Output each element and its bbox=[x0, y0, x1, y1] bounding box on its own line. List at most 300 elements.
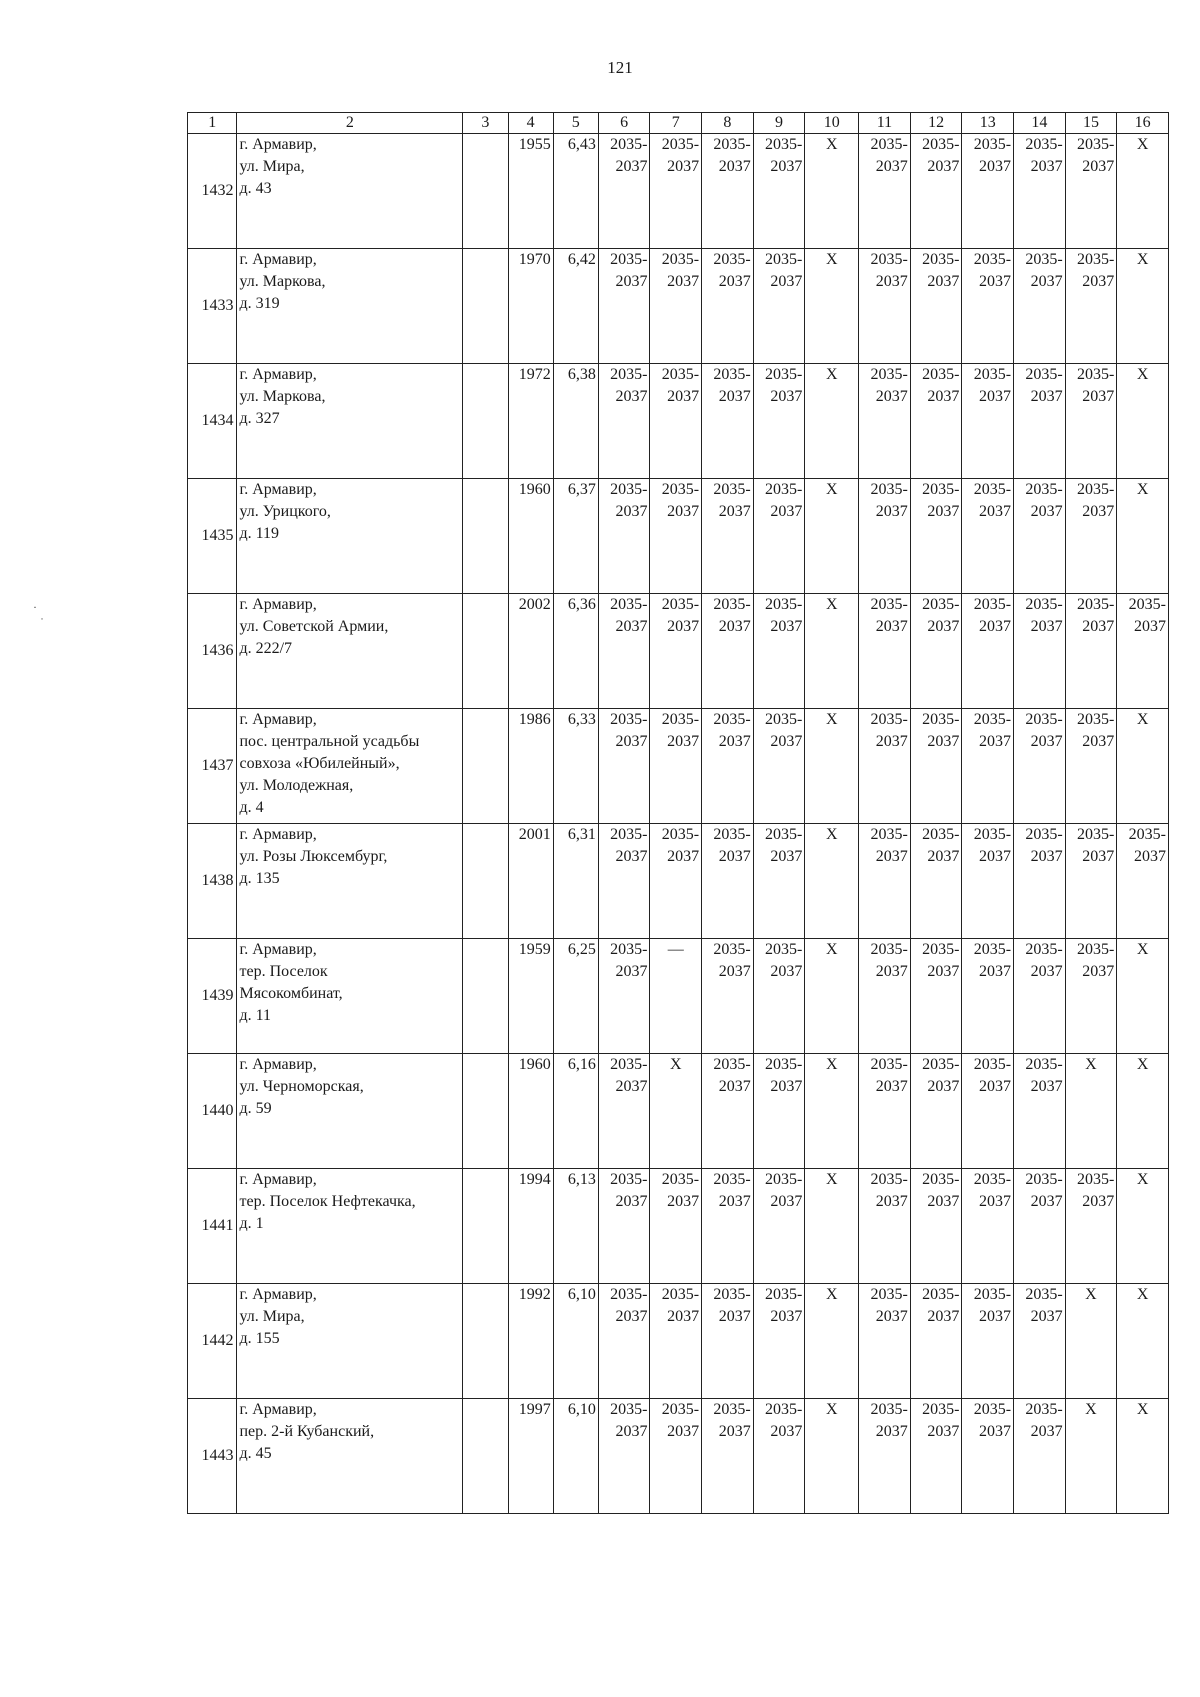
period-cell bbox=[962, 134, 1014, 249]
period-end: 2037 bbox=[1082, 503, 1115, 520]
table-row bbox=[188, 824, 1169, 939]
period-cell bbox=[962, 939, 1014, 1054]
year-cell: 1970 bbox=[508, 249, 553, 364]
period-start: 2035- bbox=[661, 481, 700, 498]
period-end: 2037 bbox=[875, 1423, 908, 1440]
table-row bbox=[188, 1284, 1169, 1399]
period-cell bbox=[859, 824, 911, 939]
period-cell bbox=[1065, 134, 1117, 249]
period-cell bbox=[650, 249, 702, 364]
year-cell: 2001 bbox=[508, 824, 553, 939]
period-end: 2037 bbox=[1030, 1193, 1063, 1210]
period-cell bbox=[910, 939, 962, 1054]
table-row bbox=[188, 1054, 1169, 1169]
period-cell bbox=[859, 364, 911, 479]
period-start: 2035- bbox=[1025, 136, 1063, 153]
period-cell bbox=[650, 824, 702, 939]
period-cell bbox=[702, 364, 754, 479]
period-end: 2037 bbox=[979, 848, 1012, 865]
period-cell bbox=[702, 939, 754, 1054]
period-cell bbox=[702, 249, 754, 364]
column-header: 6 bbox=[598, 113, 650, 134]
column-header: 14 bbox=[1014, 113, 1066, 134]
period-start: 2035- bbox=[661, 711, 700, 728]
period-start: 2035- bbox=[610, 481, 648, 498]
period-end: 2037 bbox=[615, 848, 648, 865]
period-cell bbox=[859, 1284, 911, 1399]
page-number: 121 bbox=[607, 58, 633, 77]
period-start: 2035- bbox=[922, 1286, 960, 1303]
period-end: 2037 bbox=[979, 733, 1012, 750]
column-3-cell bbox=[463, 824, 508, 939]
period-start: 2035- bbox=[765, 251, 803, 268]
period-start: 2035- bbox=[973, 596, 1012, 613]
period-cell bbox=[962, 249, 1014, 364]
column-3-cell bbox=[463, 249, 508, 364]
period-end: 2037 bbox=[718, 158, 751, 175]
period-cell bbox=[1014, 1399, 1066, 1514]
period-end: 2037 bbox=[615, 1193, 648, 1210]
period-cell bbox=[702, 594, 754, 709]
period-cell bbox=[650, 134, 702, 249]
period-cell bbox=[598, 1169, 650, 1284]
value-cell: 6,16 bbox=[553, 1054, 598, 1169]
period-cell bbox=[859, 594, 911, 709]
period-start: 2035- bbox=[973, 941, 1012, 958]
year-cell: 1997 bbox=[508, 1399, 553, 1514]
period-end: 2037 bbox=[615, 1308, 648, 1325]
period-cell: Х bbox=[650, 1054, 702, 1169]
period-end: 2037 bbox=[1030, 963, 1063, 980]
period-end: 2037 bbox=[979, 963, 1012, 980]
period-cell bbox=[598, 709, 650, 824]
period-start: 2035- bbox=[713, 481, 751, 498]
period-end: 2037 bbox=[875, 1078, 908, 1095]
period-end: 2037 bbox=[1082, 618, 1115, 635]
period-cell bbox=[910, 709, 962, 824]
period-cell: Х bbox=[805, 709, 859, 824]
value-cell: 6,10 bbox=[553, 1284, 598, 1399]
period-start: 2035- bbox=[713, 1056, 751, 1073]
period-cell bbox=[910, 1399, 962, 1514]
column-header: 13 bbox=[962, 113, 1014, 134]
row-number: 1440 bbox=[188, 1054, 237, 1169]
period-end: 2037 bbox=[770, 158, 803, 175]
period-end: 2037 bbox=[927, 848, 960, 865]
period-end: 2037 bbox=[667, 158, 700, 175]
period-cell bbox=[1014, 364, 1066, 479]
row-number: 1437 bbox=[188, 709, 237, 824]
address-line: г. Армавир, bbox=[239, 596, 317, 613]
period-cell bbox=[1117, 594, 1169, 709]
period-cell bbox=[1014, 134, 1066, 249]
period-end: 2037 bbox=[718, 1193, 751, 1210]
period-cell bbox=[859, 479, 911, 594]
address-cell bbox=[237, 364, 463, 479]
period-end: 2037 bbox=[1030, 618, 1063, 635]
address-line: д. 135 bbox=[239, 870, 280, 887]
value-cell: 6,36 bbox=[553, 594, 598, 709]
table-row bbox=[188, 249, 1169, 364]
row-number: 1436 bbox=[188, 594, 237, 709]
period-start: 2035- bbox=[1025, 826, 1063, 843]
column-3-cell bbox=[463, 709, 508, 824]
address-line: пер. 2-й Кубанский, bbox=[239, 1423, 375, 1440]
column-3-cell bbox=[463, 594, 508, 709]
column-header: 9 bbox=[753, 113, 805, 134]
period-cell bbox=[598, 479, 650, 594]
period-start: 2035- bbox=[870, 1286, 908, 1303]
period-cell: Х bbox=[1117, 134, 1169, 249]
column-header: 15 bbox=[1065, 113, 1117, 134]
period-end: 2037 bbox=[667, 848, 700, 865]
column-header: 7 bbox=[650, 113, 702, 134]
period-start: 2035- bbox=[610, 136, 648, 153]
period-cell: Х bbox=[805, 594, 859, 709]
period-start: 2035- bbox=[610, 1056, 648, 1073]
period-cell bbox=[702, 1169, 754, 1284]
period-start: 2035- bbox=[610, 366, 648, 383]
period-cell bbox=[962, 479, 1014, 594]
address-cell bbox=[237, 939, 463, 1054]
value-cell: 6,42 bbox=[553, 249, 598, 364]
column-3-cell bbox=[463, 364, 508, 479]
period-start: 2035- bbox=[1025, 366, 1063, 383]
period-end: 2037 bbox=[1030, 388, 1063, 405]
period-end: 2037 bbox=[927, 273, 960, 290]
period-start: 2035- bbox=[661, 596, 700, 613]
period-start: 2035- bbox=[922, 941, 960, 958]
column-header: 11 bbox=[859, 113, 911, 134]
period-end: 2037 bbox=[927, 1423, 960, 1440]
period-end: 2037 bbox=[718, 1078, 751, 1095]
address-cell bbox=[237, 1169, 463, 1284]
period-cell bbox=[650, 364, 702, 479]
year-cell: 1960 bbox=[508, 479, 553, 594]
period-cell bbox=[1014, 939, 1066, 1054]
period-cell bbox=[1014, 479, 1066, 594]
period-cell bbox=[910, 479, 962, 594]
period-end: 2037 bbox=[615, 273, 648, 290]
period-start: 2035- bbox=[1025, 941, 1063, 958]
period-end: 2037 bbox=[875, 1193, 908, 1210]
period-end: 2037 bbox=[667, 273, 700, 290]
period-end: 2037 bbox=[979, 1078, 1012, 1095]
table-row bbox=[188, 594, 1169, 709]
period-end: 2037 bbox=[979, 1423, 1012, 1440]
period-end: 2037 bbox=[667, 618, 700, 635]
address-line: д. 43 bbox=[239, 180, 272, 197]
address-cell bbox=[237, 479, 463, 594]
period-end: 2037 bbox=[718, 618, 751, 635]
value-cell: 6,37 bbox=[553, 479, 598, 594]
period-start: 2035- bbox=[1025, 1286, 1063, 1303]
period-cell bbox=[910, 1054, 962, 1169]
address-line: д. 319 bbox=[239, 295, 280, 312]
period-cell bbox=[650, 1169, 702, 1284]
period-cell: Х bbox=[805, 1284, 859, 1399]
period-cell bbox=[753, 134, 805, 249]
period-start: 2035- bbox=[1076, 481, 1115, 498]
period-end: 2037 bbox=[615, 963, 648, 980]
row-number: 1438 bbox=[188, 824, 237, 939]
period-cell bbox=[753, 709, 805, 824]
year-cell: 1986 bbox=[508, 709, 553, 824]
period-end: 2037 bbox=[875, 388, 908, 405]
period-cell bbox=[702, 479, 754, 594]
address-line: д. 222/7 bbox=[239, 640, 293, 657]
scan-artifact: ˙ bbox=[40, 615, 44, 629]
period-start: 2035- bbox=[870, 366, 908, 383]
period-cell bbox=[1065, 364, 1117, 479]
period-cell: — bbox=[650, 939, 702, 1054]
period-cell bbox=[859, 1169, 911, 1284]
period-end: 2037 bbox=[1030, 733, 1063, 750]
period-cell bbox=[650, 1284, 702, 1399]
period-start: 2035- bbox=[661, 136, 700, 153]
period-cell bbox=[1065, 479, 1117, 594]
period-cell bbox=[598, 824, 650, 939]
column-3-cell bbox=[463, 1054, 508, 1169]
period-cell bbox=[702, 709, 754, 824]
period-cell: Х bbox=[1065, 1284, 1117, 1399]
period-end: 2037 bbox=[979, 618, 1012, 635]
period-cell bbox=[1014, 594, 1066, 709]
period-end: 2037 bbox=[927, 963, 960, 980]
period-start: 2035- bbox=[765, 1056, 803, 1073]
address-line: ул. Советской Армии, bbox=[239, 618, 389, 635]
period-end: 2037 bbox=[667, 1193, 700, 1210]
period-start: 2035- bbox=[922, 826, 960, 843]
period-end: 2037 bbox=[770, 1193, 803, 1210]
address-line: д. 327 bbox=[239, 410, 280, 427]
period-cell bbox=[1065, 824, 1117, 939]
address-line: г. Армавир, bbox=[239, 481, 317, 498]
period-end: 2037 bbox=[770, 503, 803, 520]
row-number: 1441 bbox=[188, 1169, 237, 1284]
address-line: г. Армавир, bbox=[239, 366, 317, 383]
address-line: д. 1 bbox=[239, 1215, 264, 1232]
period-cell: Х bbox=[1117, 1284, 1169, 1399]
period-end: 2037 bbox=[979, 158, 1012, 175]
period-start: 2035- bbox=[1076, 711, 1115, 728]
table-row bbox=[188, 364, 1169, 479]
address-line: г. Армавир, bbox=[239, 1401, 317, 1418]
period-cell: Х bbox=[1117, 939, 1169, 1054]
period-cell bbox=[753, 1399, 805, 1514]
period-end: 2037 bbox=[875, 503, 908, 520]
address-line: г. Армавир, bbox=[239, 711, 317, 728]
period-start: 2035- bbox=[922, 1056, 960, 1073]
period-start: 2035- bbox=[870, 941, 908, 958]
period-end: 2037 bbox=[770, 273, 803, 290]
period-start: 2035- bbox=[661, 251, 700, 268]
period-end: 2037 bbox=[927, 618, 960, 635]
period-start: 2035- bbox=[1025, 711, 1063, 728]
period-start: 2035- bbox=[610, 941, 648, 958]
table-row bbox=[188, 1169, 1169, 1284]
period-end: 2037 bbox=[718, 848, 751, 865]
period-start: 2035- bbox=[922, 136, 960, 153]
period-start: 2035- bbox=[713, 136, 751, 153]
period-start: 2035- bbox=[661, 1171, 700, 1188]
row-number: 1433 bbox=[188, 249, 237, 364]
period-cell bbox=[1014, 1169, 1066, 1284]
period-end: 2037 bbox=[875, 963, 908, 980]
period-end: 2037 bbox=[615, 158, 648, 175]
period-end: 2037 bbox=[770, 618, 803, 635]
period-start: 2035- bbox=[713, 941, 751, 958]
period-end: 2037 bbox=[667, 1423, 700, 1440]
period-start: 2035- bbox=[973, 366, 1012, 383]
column-3-cell bbox=[463, 1169, 508, 1284]
period-start: 2035- bbox=[765, 136, 803, 153]
period-cell bbox=[598, 939, 650, 1054]
period-cell bbox=[650, 594, 702, 709]
period-end: 2037 bbox=[1082, 388, 1115, 405]
period-start: 2035- bbox=[610, 1286, 648, 1303]
period-start: 2035- bbox=[870, 711, 908, 728]
period-cell bbox=[910, 824, 962, 939]
period-start: 2035- bbox=[922, 1401, 960, 1418]
row-number: 1435 bbox=[188, 479, 237, 594]
row-number: 1442 bbox=[188, 1284, 237, 1399]
period-start: 2035- bbox=[713, 366, 751, 383]
period-cell bbox=[598, 594, 650, 709]
period-start: 2035- bbox=[713, 826, 751, 843]
address-cell bbox=[237, 824, 463, 939]
period-start: 2035- bbox=[870, 596, 908, 613]
period-cell bbox=[1014, 1284, 1066, 1399]
address-line: пос. центральной усадьбы bbox=[239, 733, 420, 750]
period-cell bbox=[753, 1284, 805, 1399]
period-start: 2035- bbox=[765, 366, 803, 383]
period-cell bbox=[650, 709, 702, 824]
value-cell: 6,33 bbox=[553, 709, 598, 824]
period-cell bbox=[1117, 824, 1169, 939]
table-row bbox=[188, 134, 1169, 249]
period-end: 2037 bbox=[1134, 618, 1166, 635]
period-end: 2037 bbox=[1082, 1193, 1115, 1210]
address-line: тер. Поселок Нефтекачка, bbox=[239, 1193, 416, 1210]
address-line: ул. Урицкого, bbox=[239, 503, 331, 520]
period-start: 2035- bbox=[1076, 136, 1115, 153]
address-line: ул. Мира, bbox=[239, 158, 305, 175]
period-start: 2035- bbox=[610, 826, 648, 843]
column-3-cell bbox=[463, 939, 508, 1054]
address-line: д. 11 bbox=[239, 1007, 272, 1024]
period-end: 2037 bbox=[615, 618, 648, 635]
address-line: г. Армавир, bbox=[239, 826, 317, 843]
period-start: 2035- bbox=[973, 1171, 1012, 1188]
period-end: 2037 bbox=[770, 733, 803, 750]
row-number: 1434 bbox=[188, 364, 237, 479]
table-row bbox=[188, 709, 1169, 824]
address-cell bbox=[237, 594, 463, 709]
period-cell: Х bbox=[805, 479, 859, 594]
period-start: 2035- bbox=[610, 1401, 648, 1418]
period-start: 2035- bbox=[713, 596, 751, 613]
period-start: 2035- bbox=[1025, 1171, 1063, 1188]
period-start: 2035- bbox=[870, 1401, 908, 1418]
period-cell bbox=[962, 1399, 1014, 1514]
period-cell bbox=[1014, 249, 1066, 364]
period-start: 2035- bbox=[765, 1401, 803, 1418]
period-end: 2037 bbox=[1030, 1078, 1063, 1095]
period-cell bbox=[598, 364, 650, 479]
period-cell bbox=[702, 1054, 754, 1169]
period-cell bbox=[910, 134, 962, 249]
period-cell: Х bbox=[805, 364, 859, 479]
column-header: 5 bbox=[553, 113, 598, 134]
period-cell bbox=[962, 1284, 1014, 1399]
period-end: 2037 bbox=[875, 1308, 908, 1325]
period-start: 2035- bbox=[1025, 596, 1063, 613]
address-line: Мясокомбинат, bbox=[239, 985, 343, 1002]
period-start: 2035- bbox=[973, 711, 1012, 728]
period-start: 2035- bbox=[870, 1056, 908, 1073]
period-cell bbox=[753, 939, 805, 1054]
period-cell bbox=[650, 1399, 702, 1514]
value-cell: 6,13 bbox=[553, 1169, 598, 1284]
period-cell: Х bbox=[805, 249, 859, 364]
table-body bbox=[188, 134, 1169, 1514]
period-start: 2035- bbox=[1076, 1171, 1115, 1188]
address-line: г. Армавир, bbox=[239, 941, 317, 958]
period-cell bbox=[910, 1284, 962, 1399]
period-cell bbox=[859, 709, 911, 824]
period-cell: Х bbox=[1117, 1399, 1169, 1514]
address-cell bbox=[237, 1399, 463, 1514]
period-end: 2037 bbox=[718, 1423, 751, 1440]
period-end: 2037 bbox=[1082, 273, 1115, 290]
period-start: 2035- bbox=[973, 1401, 1012, 1418]
period-cell: Х bbox=[805, 134, 859, 249]
period-start: 2035- bbox=[765, 596, 803, 613]
period-start: 2035- bbox=[610, 711, 648, 728]
address-line: д. 59 bbox=[239, 1100, 272, 1117]
period-end: 2037 bbox=[718, 733, 751, 750]
period-cell bbox=[962, 594, 1014, 709]
column-header: 8 bbox=[702, 113, 754, 134]
period-end: 2037 bbox=[875, 618, 908, 635]
period-cell bbox=[598, 1284, 650, 1399]
period-end: 2037 bbox=[979, 1193, 1012, 1210]
period-cell: Х bbox=[805, 824, 859, 939]
address-cell bbox=[237, 1054, 463, 1169]
period-cell: Х bbox=[1117, 364, 1169, 479]
period-cell: Х bbox=[1117, 709, 1169, 824]
registry-table bbox=[187, 112, 1169, 1514]
value-cell: 6,10 bbox=[553, 1399, 598, 1514]
period-end: 2037 bbox=[615, 388, 648, 405]
period-end: 2037 bbox=[770, 963, 803, 980]
period-start: 2035- bbox=[973, 251, 1012, 268]
period-start: 2035- bbox=[1025, 481, 1063, 498]
address-line: ул. Розы Люксембург, bbox=[239, 848, 388, 865]
column-header: 2 bbox=[237, 113, 463, 134]
period-cell: Х bbox=[805, 939, 859, 1054]
period-start: 2035- bbox=[1076, 941, 1115, 958]
period-end: 2037 bbox=[615, 733, 648, 750]
period-cell bbox=[962, 824, 1014, 939]
period-cell bbox=[962, 1169, 1014, 1284]
address-cell bbox=[237, 1284, 463, 1399]
period-end: 2037 bbox=[927, 1308, 960, 1325]
column-3-cell bbox=[463, 1284, 508, 1399]
period-end: 2037 bbox=[927, 1078, 960, 1095]
period-end: 2037 bbox=[615, 503, 648, 520]
